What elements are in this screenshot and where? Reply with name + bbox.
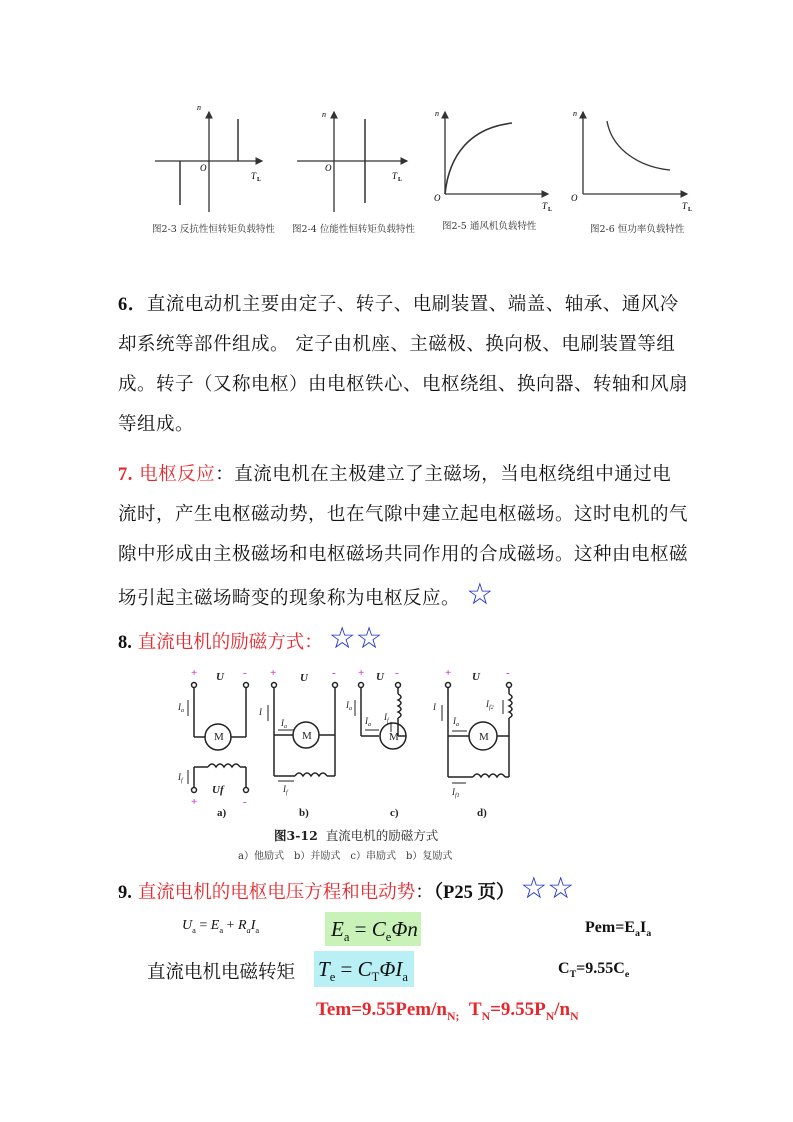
series-field-winding: [509, 694, 512, 718]
emf-equation-part: =: [349, 917, 372, 941]
torque-equation-part: T: [371, 970, 380, 985]
torque-label: 直流电机电磁转矩: [147, 962, 296, 983]
armature-voltage-equation-part: R: [237, 918, 247, 933]
armature-voltage-equation-part: E: [210, 918, 220, 933]
current-i-label: I: [433, 702, 436, 712]
excitation-diagram: [160, 660, 530, 820]
x-axis-label: T: [542, 201, 548, 211]
star-rating-icon: ☆☆: [520, 871, 575, 906]
section-6-line-1: [118, 285, 688, 325]
rated-torque-equations-part: N: [545, 1009, 555, 1023]
x-axis-sub: L: [257, 177, 262, 183]
figures-svg: [140, 100, 700, 240]
plus-sign: +: [270, 667, 277, 679]
current-if1-label-part: f1: [455, 793, 460, 799]
series-field-winding: [398, 694, 401, 718]
current-ia-label-part: a: [181, 708, 184, 714]
armature-voltage-equation: [182, 918, 259, 935]
circuit-c-series-part: [396, 683, 401, 688]
figure-3-12-legend: a）他励式 b）并励式 c）串励式 b）复励式: [238, 851, 453, 862]
colon: ：: [215, 464, 235, 485]
sub-label-d: d): [477, 807, 487, 819]
fan-load-curve: [445, 123, 512, 194]
circuit-b-shunt-part: [272, 683, 277, 688]
motor-label: M: [214, 731, 224, 743]
current-ia-label-part: a: [368, 722, 371, 728]
current-if2-label-part: I: [486, 699, 489, 709]
electromagnetic-power-equation-part: Pem=E: [585, 919, 635, 936]
emf-equation-part: C: [371, 917, 386, 941]
rated-torque-equations-part: T: [468, 999, 482, 1020]
star-icon: ☆: [466, 577, 494, 612]
torque-constant-equation: [558, 960, 629, 980]
current-if2-label-part: f2: [489, 705, 494, 711]
plus-sign: +: [191, 667, 198, 679]
sub-label-b: b): [299, 807, 309, 819]
section-7-line-1: [118, 455, 688, 495]
electromagnetic-power-equation: [585, 919, 651, 939]
current-if-label-part: f: [286, 790, 288, 796]
armature-voltage-equation-part: =: [195, 918, 211, 933]
star-rating-icon: ☆☆: [328, 621, 383, 656]
circuit-a-separately-excited-part: [244, 788, 249, 793]
section-7-text-4: 场引起主磁场畸变的现象称为电枢反应。: [118, 588, 461, 609]
current-if-label-part: I: [384, 712, 387, 722]
rated-torque-equations-part: /n: [554, 999, 571, 1020]
circuit-c-series-part: [359, 683, 364, 688]
section-7-text-1: 直流电机在主极建立了主磁场，当电枢绕组中通过电: [234, 464, 672, 485]
torque-equation-part: Φ: [379, 957, 396, 981]
section-6-line-3: 成。转子（又称电枢）由电枢铁心、电枢绕组、换向器、转轴和风扇: [118, 374, 689, 395]
torque-equation: [314, 951, 414, 987]
torque-equation-part: a: [402, 970, 408, 985]
current-ia-label-part: I: [178, 702, 181, 712]
section-6-text-1: 直流电动机主要由定子、转子、电刷装置、端盖、轴承、通风冷: [146, 294, 679, 315]
figure-2-6-caption: 图2-6 恒功率负载特性: [590, 224, 685, 235]
section-8-number: 8.: [118, 633, 132, 653]
voltage-label: U: [376, 671, 384, 683]
torque-equation-part: T: [318, 957, 330, 981]
figure-number: 图3-12: [274, 828, 318, 843]
section-9-title: 直流电机的电枢电压方程和电动势: [137, 882, 416, 903]
field-winding: [208, 764, 240, 767]
torque-equation-part: I: [395, 957, 403, 981]
figure-2-3: [155, 103, 262, 212]
origin-label: O: [434, 193, 441, 203]
terminal: [244, 683, 249, 688]
torque-equation-part: e: [329, 970, 336, 985]
minus-sign: -: [395, 667, 399, 679]
figure-2-4: [297, 110, 407, 212]
current-if1-label-part: I: [452, 787, 455, 797]
minus-sign: -: [506, 667, 510, 679]
emf-equation: [325, 912, 421, 946]
current-i-label: I: [259, 707, 262, 717]
load-characteristics-figures: [140, 100, 700, 240]
circuit-b-shunt-part: [333, 683, 338, 688]
section-7-title: 电枢反应: [139, 464, 216, 485]
x-axis-sub: L: [548, 207, 553, 213]
section-6-line-4: 等组成。: [118, 414, 195, 435]
plus-sign: +: [445, 667, 452, 679]
x-axis-label: T: [251, 171, 257, 181]
torque-constant-equation-part: =9.55C: [576, 960, 625, 977]
section-8-title: 直流电机的励磁方式: [137, 632, 305, 653]
torque-constant-equation-part: C: [558, 960, 570, 977]
current-if-label-part: f: [181, 778, 183, 784]
rated-torque-equations: [316, 999, 579, 1024]
rated-torque-equations-part: N;: [446, 1009, 460, 1023]
current-ia-label: [452, 716, 459, 728]
section-6-line-2: 却系统等部件组成。 定子由机座、主磁极、换向极、电刷装置等组: [118, 334, 676, 355]
electromagnetic-power-equation-part: I: [639, 919, 647, 936]
colon: ：: [304, 632, 323, 653]
current-ia-label-part: a: [284, 724, 287, 730]
figure-title: 直流电机的励磁方式: [325, 828, 439, 843]
y-axis-label: n: [197, 103, 201, 112]
electromagnetic-power-equation-part: a: [635, 928, 640, 940]
motor-label: M: [389, 731, 399, 743]
armature-voltage-equation-part: U: [182, 918, 193, 933]
section-8-heading: [118, 621, 383, 656]
section-7-line-2: 流时，产生电枢磁动势，也在气隙中建立起电枢磁场。这时电机的气: [118, 504, 689, 525]
current-ia-label-part: I: [453, 716, 456, 726]
rated-torque-equations-part: =9.55P: [490, 999, 546, 1020]
section-7-line-4: [118, 579, 688, 619]
current-ia-label-part: I: [346, 700, 349, 710]
y-axis-label: n: [573, 109, 577, 118]
torque-constant-equation-part: T: [569, 969, 577, 981]
x-axis-sub: L: [688, 207, 693, 213]
plus-sign: +: [358, 667, 365, 679]
minus-sign: -: [332, 667, 336, 679]
page-reference: （P25 页）: [433, 883, 515, 903]
figure-2-3-caption: 图2-3 反抗性恒转矩负载特性: [152, 224, 275, 235]
figure-3-12-caption: [274, 826, 438, 844]
circuit-d-compound-part: [507, 683, 512, 688]
section-6-number: 6．: [118, 295, 147, 315]
figure-2-6: [571, 109, 692, 213]
armature-voltage-equation-part: a: [219, 925, 224, 935]
motor-label: M: [479, 731, 489, 743]
current-if-label: [282, 784, 289, 796]
section-6: [118, 285, 688, 445]
section-7-line-3: 隙中形成由主极磁场和电枢磁场共同作用的合成磁场。这种由电枢磁: [118, 544, 689, 565]
minus-sign: -: [243, 667, 247, 679]
sub-label-c: c): [390, 807, 399, 819]
excitation-circuits-svg: [160, 660, 530, 820]
torque-constant-equation-part: e: [624, 969, 630, 981]
voltage-label: U: [472, 671, 480, 683]
figure-2-5: [434, 109, 552, 213]
origin-label: O: [571, 193, 578, 203]
constant-power-curve: [607, 121, 670, 170]
shunt-field-winding: [473, 774, 505, 777]
current-if1-label: [451, 787, 460, 799]
emf-equation-part: Φn: [391, 917, 418, 941]
emf-equation-part: a: [343, 930, 350, 945]
figure-2-5-caption: 图2-5 通风机负载特性: [442, 221, 537, 232]
field-voltage-label: Uf: [212, 784, 224, 796]
current-if-label-part: f: [387, 718, 389, 724]
voltage-label: U: [300, 672, 308, 684]
y-axis-label: n: [322, 110, 326, 119]
x-axis-sub: L: [398, 177, 403, 183]
current-if-label-part: I: [283, 784, 286, 794]
terminal: [192, 683, 197, 688]
armature-voltage-equation-part: a: [255, 925, 260, 935]
current-ia-label-part: a: [349, 706, 352, 712]
torque-equation-part: C: [357, 957, 372, 981]
armature-voltage-equation-part: a: [192, 925, 196, 935]
figure-2-4-caption: 图2-4 位能性恒转矩负载特性: [292, 224, 415, 235]
y-axis-label: n: [435, 109, 439, 118]
colon: ：: [415, 882, 434, 903]
rated-torque-equations-part: N: [570, 1009, 579, 1023]
section-7: [118, 455, 688, 619]
emf-equation-part: e: [385, 930, 392, 945]
section-9-number: 9.: [118, 883, 132, 903]
torque-equation-part: =: [335, 957, 358, 981]
section-7-number: 7.: [118, 465, 133, 485]
circuit-d-compound-part: [446, 683, 451, 688]
current-ia-label: [364, 716, 371, 728]
circuit-a-separately-excited-part: [192, 788, 197, 793]
current-if2-label: [485, 699, 494, 711]
emf-equation-part: E: [331, 917, 344, 941]
voltage-label: U: [216, 671, 224, 683]
current-ia-label: [280, 718, 287, 730]
current-ia-label: [177, 702, 184, 714]
armature-voltage-equation-part: a: [246, 925, 251, 935]
armature-voltage-equation-part: +: [223, 918, 238, 933]
current-ia-label-part: I: [281, 718, 284, 728]
rated-torque-equations-part: N: [481, 1009, 491, 1023]
rated-torque-equations-part: Tem=9.55Pem/n: [316, 999, 447, 1020]
origin-label: O: [200, 163, 207, 173]
x-axis-label: T: [392, 171, 398, 181]
current-ia-label-part: a: [456, 722, 459, 728]
x-axis-label: T: [682, 201, 688, 211]
motor-label: M: [302, 730, 312, 742]
field-winding: [295, 773, 327, 776]
armature-voltage-equation-part: I: [250, 918, 256, 933]
current-ia-label: [345, 700, 352, 712]
minus-sign: -: [243, 796, 247, 808]
current-if-label: [177, 772, 184, 784]
current-if-label-part: I: [178, 772, 181, 782]
current-if-label: [383, 712, 390, 724]
sub-label-a: a): [217, 807, 227, 819]
section-9-heading: [118, 871, 575, 906]
circuit-d-compound: [442, 683, 512, 784]
current-ia-label-part: I: [365, 716, 368, 726]
plus-sign: +: [191, 796, 198, 808]
electromagnetic-power-equation-part: a: [646, 928, 652, 940]
origin-label: O: [325, 163, 332, 173]
